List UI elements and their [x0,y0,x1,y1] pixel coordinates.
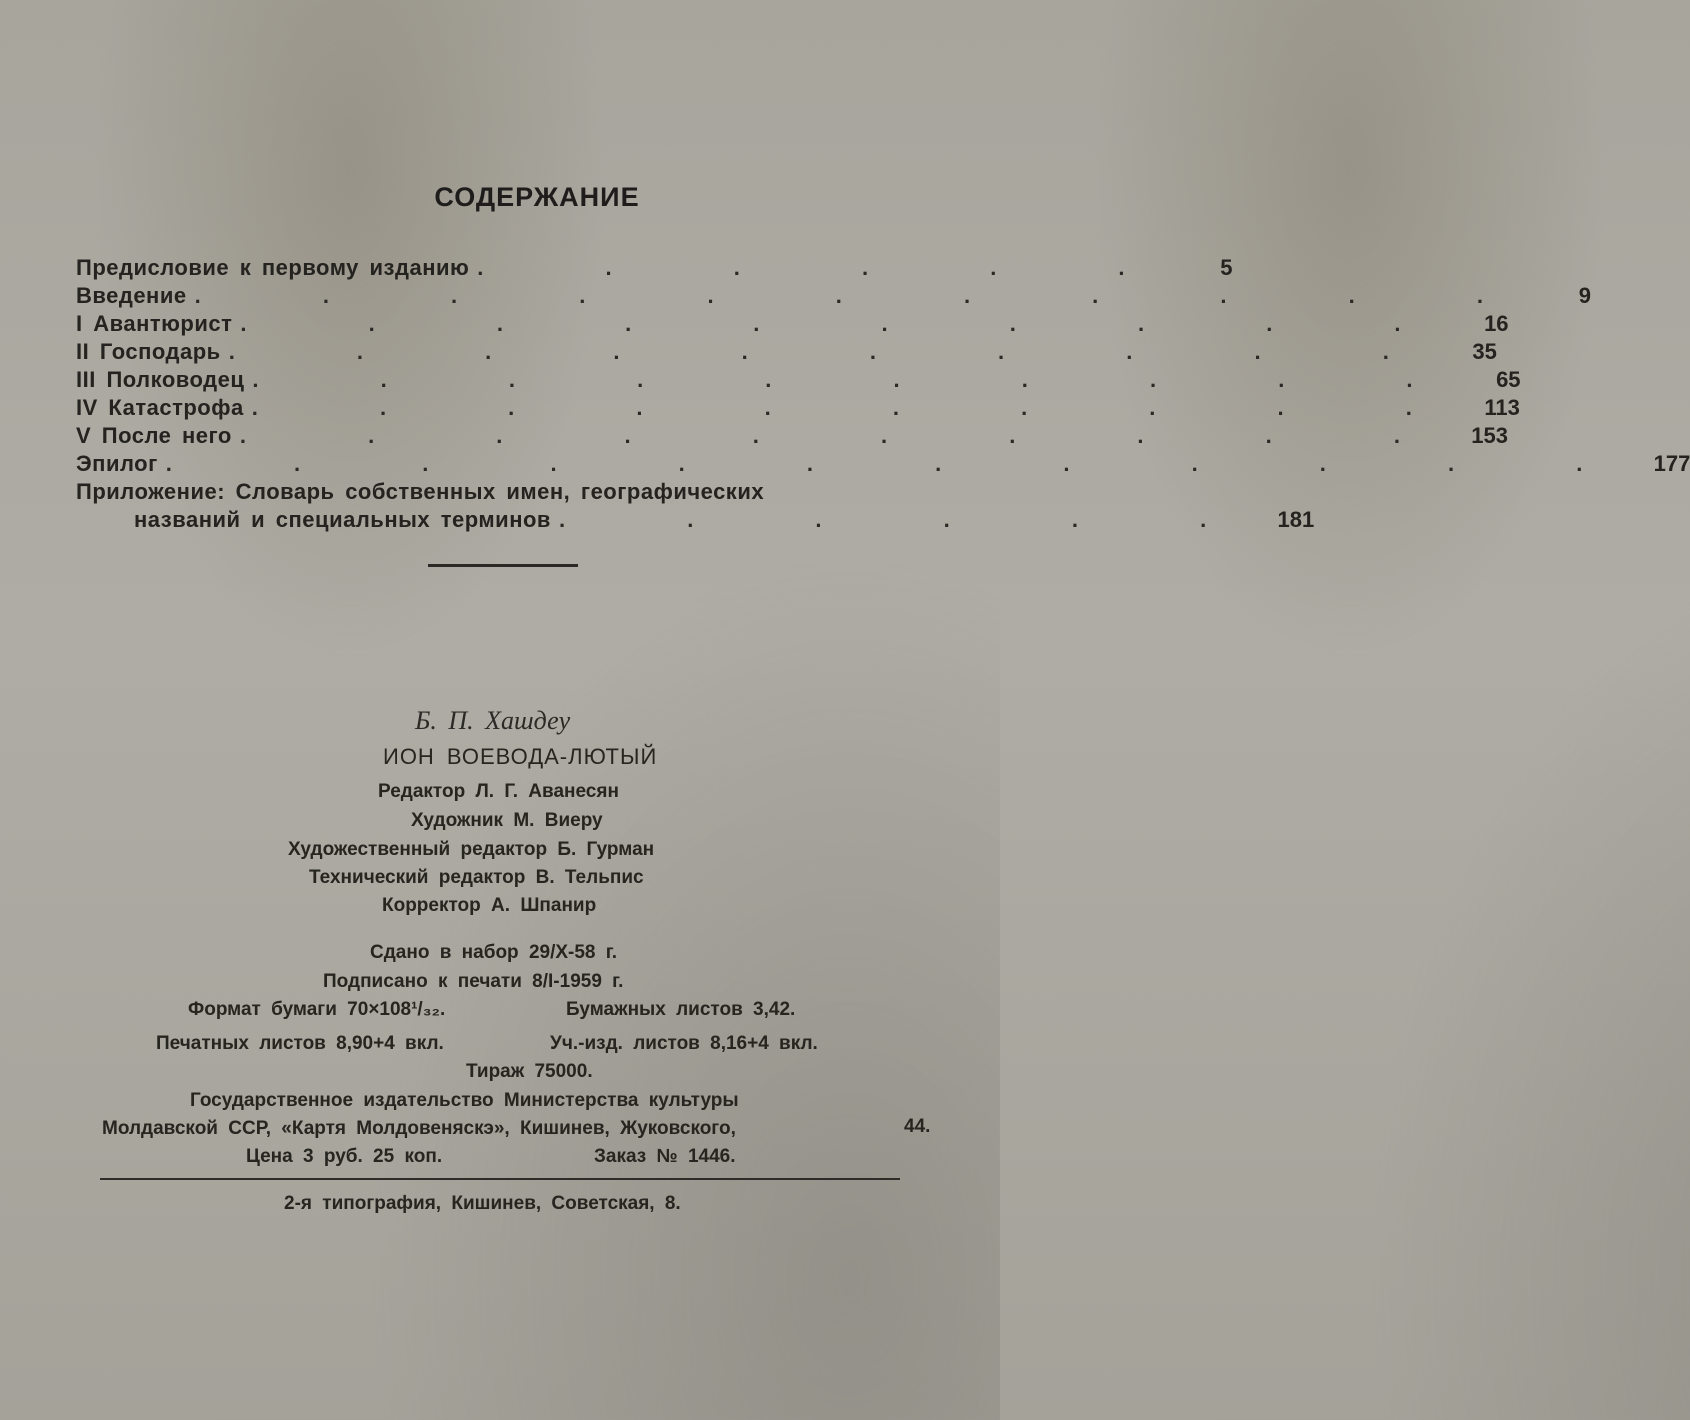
toc-entry-label: II Господарь [76,339,221,364]
toc-leader-dots: . . . . . . . . . . [240,311,1459,336]
toc-entry-page: 113 [1484,395,1520,420]
footer-divider [100,1178,900,1180]
edit-sheets: Уч.-изд. листов 8,16+4 вкл. [550,1033,818,1054]
toc-entry-label: I Авантюрист [76,311,233,336]
print-sheets: Печатных листов 8,90+4 вкл. [156,1033,444,1054]
toc-entry [76,394,1520,422]
circulation: Тираж 75000. [466,1061,593,1082]
publisher-house-number: 44. [904,1116,931,1137]
toc-leader-dots: . . . . . . . . . . [251,395,1470,420]
toc-entry-label: Приложение: Словарь собственных имен, географических [76,479,765,504]
toc-entry [76,254,1233,282]
toc-entry-page: 16 [1484,311,1509,336]
toc-entry-label: III Полководец [76,367,245,392]
toc-entry [76,478,956,506]
toc-leader-dots: . . . . . . . . . . . [194,283,1541,308]
author-name: Б. П. Хашдеу [415,706,571,735]
toc-entry-label: IV Катастрофа [76,395,244,420]
toc-entry-page: 9 [1578,283,1591,308]
toc-leader-dots: . . . . . . . . . . . . [165,451,1641,476]
toc-leader-dots: . . . . . . [558,507,1265,532]
artist-line: Художник М. Виеру [411,810,603,831]
tech-editor-line: Технический редактор В. Тельпис [309,867,644,888]
toc-entry-label: Предисловие к первому изданию [76,255,470,280]
toc-entry-page: 65 [1496,367,1521,392]
toc-entry-page: 177 [1653,451,1690,476]
toc-entry-label: Введение [76,283,187,308]
toc-leader-dots: . . . . . . . . . . [228,339,1447,364]
toc-entry-page: 181 [1277,507,1315,532]
section-divider [428,564,578,567]
toc-entry-label: названий и специальных терминов [134,507,551,532]
toc-entry [76,366,1521,394]
toc-leader-dots: . . . . . . . . . . [239,423,1458,448]
table-of-contents [76,254,1690,534]
price: Цена 3 руб. 25 коп. [246,1146,443,1167]
toc-entry-page: 5 [1220,255,1233,280]
paper-sheets: Бумажных листов 3,42. [566,999,796,1020]
art-editor-line: Художественный редактор Б. Гурман [288,839,655,860]
toc-entry-label: V После него [76,423,232,448]
toc-entry [76,450,1690,478]
toc-entry-label: Эпилог [76,451,158,476]
toc-entry [76,506,1315,534]
order-number: Заказ № 1446. [594,1146,736,1167]
paper-format: Формат бумаги 70×108¹/₃₂. [188,999,446,1020]
publisher-line-2: Молдавской ССР, «Картя Молдовеняскэ», Кишинев, Жуковского, [102,1118,736,1139]
toc-entry-page: 35 [1472,339,1497,364]
toc-entry-page: 153 [1471,423,1508,448]
toc-entry [76,338,1497,366]
toc-entry [76,422,1508,450]
toc-entry [76,282,1591,310]
typeset-date: Сдано в набор 29/X-58 г. [370,942,618,963]
book-title: ИОН ВОЕВОДА-ЛЮТЫЙ [383,744,658,769]
publisher-line-1: Государственное издательство Министерства культуры [190,1090,739,1111]
toc-entry [76,310,1509,338]
editor-line: Редактор Л. Г. Аванесян [378,781,619,802]
toc-leader-dots: . . . . . . [477,255,1183,280]
toc-title: СОДЕРЖАНИЕ [434,182,640,212]
toc-leader-dots: . . . . . . . . . . [252,367,1471,392]
signed-date: Подписано к печати 8/I-1959 г. [323,971,624,992]
printer-line: 2-я типография, Кишинев, Советская, 8. [284,1193,681,1214]
proofreader-line: Корректор А. Шпанир [382,895,597,916]
